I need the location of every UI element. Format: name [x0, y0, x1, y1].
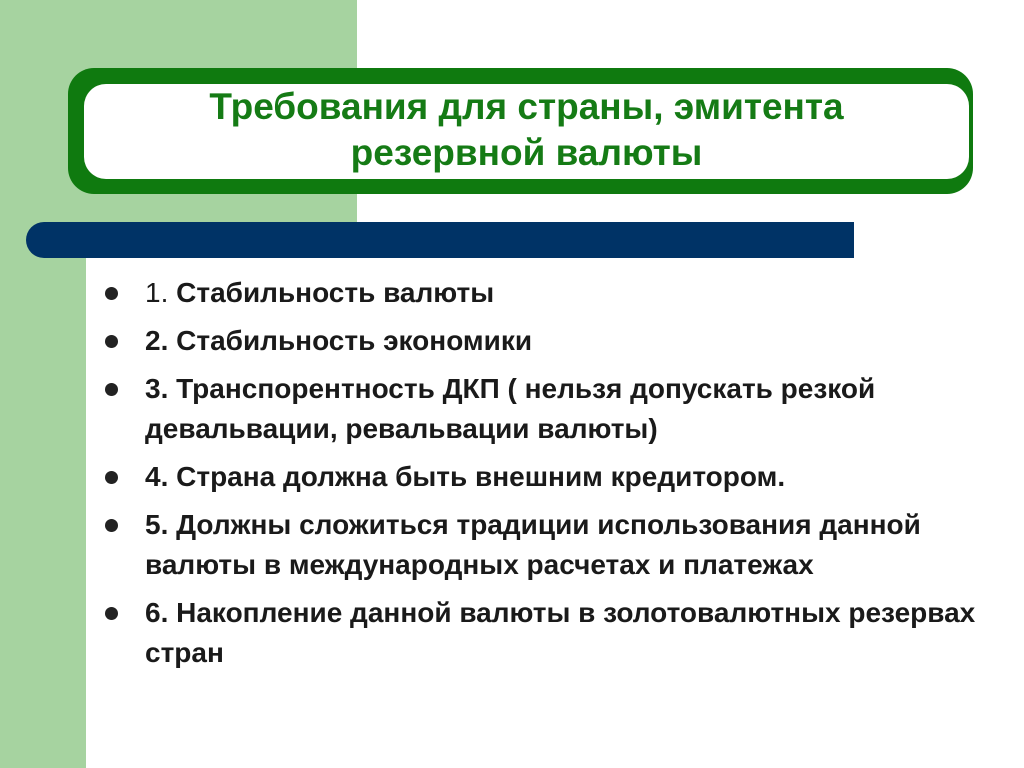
item-number: 2. [145, 325, 169, 356]
item-text: Страна должна быть внешним кредитором. [168, 461, 786, 492]
list-item [105, 273, 1005, 313]
requirements-list [105, 273, 1005, 681]
item-number: 6. [145, 597, 169, 628]
bullet-icon [105, 335, 118, 348]
item-text: Должны сложиться традиции использования данной валюты в международных расчетах и платежах [145, 509, 921, 580]
bullet-icon [105, 471, 118, 484]
slide-title [84, 84, 969, 176]
bullet-icon [105, 383, 118, 396]
item-number: 5. [145, 509, 169, 540]
item-text: Стабильность экономики [168, 325, 533, 356]
accent-bar [26, 222, 854, 258]
list-item [105, 457, 1005, 497]
list-item [105, 505, 1005, 585]
title-line-1: Требования для страны, эмитента [209, 86, 844, 127]
item-text: Накопление данной валюты в золотовалютных резервах стран [145, 597, 976, 668]
title-line-2: резервной валюты [350, 132, 703, 173]
list-item [105, 321, 1005, 361]
bullet-icon [105, 519, 118, 532]
bullet-icon [105, 607, 118, 620]
bullet-icon [105, 287, 118, 300]
item-number: 1. [145, 277, 169, 308]
item-text: Стабильность валюты [168, 277, 495, 308]
list-item [105, 369, 1005, 449]
item-number: 4. [145, 461, 169, 492]
item-text: Транспорентность ДКП ( нельзя допускать резкой девальвации, ревальвации валюты) [145, 373, 876, 444]
list-item [105, 593, 1005, 673]
item-number: 3. [145, 373, 169, 404]
